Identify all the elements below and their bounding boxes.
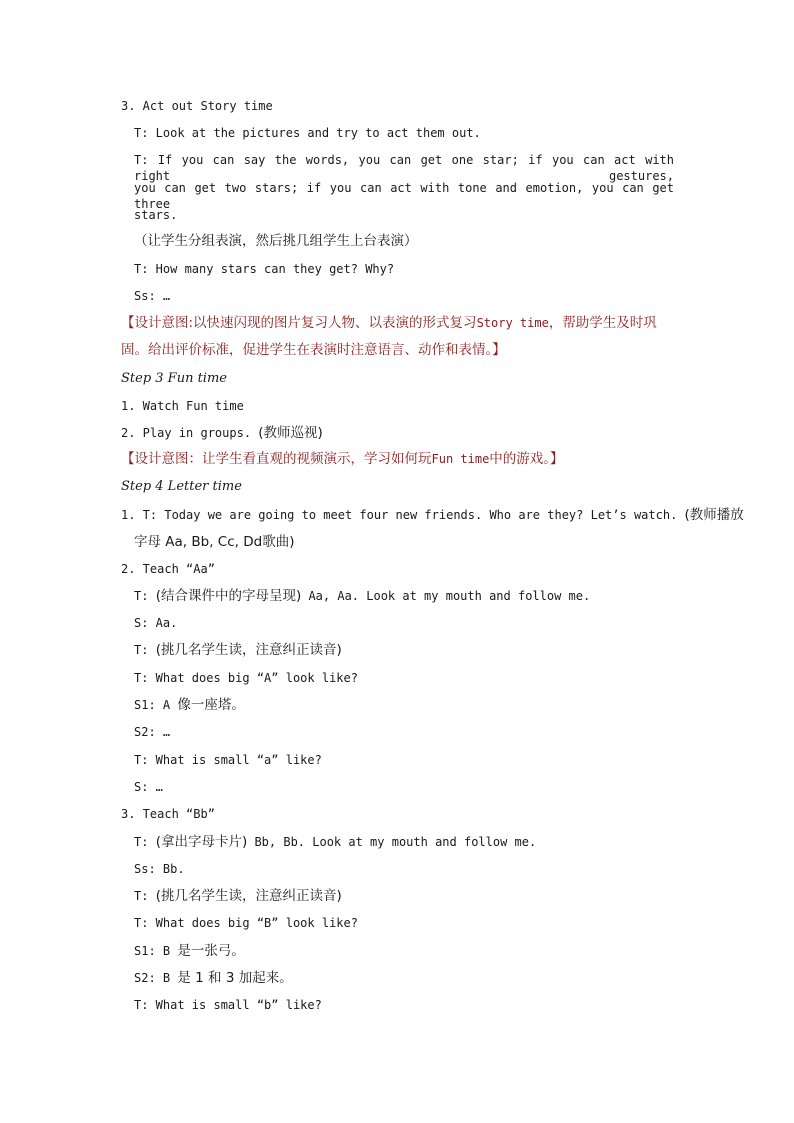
dialogue-line: S: Aa. [134, 616, 178, 630]
section-heading: 3. Act out Story time [121, 99, 273, 113]
list-item-text: 1. T: Today we are going to meet four new friends. Who are they? Let’s watch. [121, 508, 685, 522]
dialogue-line: S: … [134, 780, 163, 794]
dialogue-line: T: What does big “A” look like? [134, 671, 358, 685]
dialogue-line [134, 943, 245, 959]
step-title: Step 4 Letter time [121, 479, 242, 494]
teacher-note: (教师播放 [684, 507, 744, 523]
list-item-text: 字母 Aa, Bb, Cc, Dd [134, 534, 263, 550]
section-heading: 3. Teach “Bb” [121, 807, 215, 821]
speaker: S1: B [134, 944, 178, 958]
dialogue-line [134, 697, 245, 713]
speaker: T: [134, 643, 156, 657]
list-item: 1. Watch Fun time [121, 399, 244, 413]
dialogue-text: Bb, Bb. Look at my mouth and follow me. [247, 835, 537, 849]
dialogue-line: S2: … [134, 725, 171, 739]
teacher-note: (挑几名学生读，注意纠正读音) [155, 642, 342, 658]
speaker: T: [134, 889, 156, 903]
dialogue-line [134, 588, 590, 604]
teacher-note: (拿出字母卡片) [155, 834, 248, 850]
speaker: T: [134, 589, 156, 603]
design-intent [121, 448, 564, 470]
section-heading: 2. Teach “Aa” [121, 562, 215, 576]
design-intent-text: ，帮助学生及时巩 [548, 315, 657, 331]
dialogue-text: 是 1 和 3 加起来。 [177, 970, 293, 986]
dialogue-line: T: How many stars can they get? Why? [134, 262, 395, 276]
speaker: S2: B [134, 971, 178, 985]
speaker: S1: A [134, 698, 178, 712]
list-item [121, 507, 744, 523]
design-intent-text: 中的游戏。】 [489, 451, 564, 467]
dialogue-line: stars. [134, 208, 178, 222]
dialogue-line: you can get two stars; if you can act with tone and emotion, you can get three [134, 181, 674, 211]
dialogue-text: Aa, Aa. Look at my mouth and follow me. [301, 589, 591, 603]
dialogue-line: T: What is small “b” like? [134, 998, 322, 1012]
list-item [121, 425, 323, 441]
teacher-note: （让学生分组表演，然后挑几组学生上台表演） [134, 233, 418, 249]
teacher-note: 歌曲) [262, 534, 295, 550]
dialogue-line: Ss: … [134, 289, 171, 303]
dialogue-line [134, 642, 342, 658]
speaker: T: [134, 835, 156, 849]
dialogue-line [134, 888, 342, 904]
dialogue-text: 是一张弓。 [177, 943, 245, 959]
dialogue-line [134, 834, 536, 850]
design-intent-text: 【设计意图:以快速闪现的图片复习人物、以表演的形式复习 [121, 315, 477, 331]
dialogue-line: T: What does big “B” look like? [134, 916, 358, 930]
dialogue-text: 像一座塔。 [177, 697, 245, 713]
design-intent-text: Fun time [431, 452, 490, 466]
dialogue-line: T: Look at the pictures and try to act them out. [134, 126, 481, 140]
dialogue-line: Ss: Bb. [134, 862, 185, 876]
design-intent-text: 【设计意图：让学生看直观的视频演示，学习如何玩 [121, 451, 432, 467]
design-intent-text: Story time [476, 316, 549, 330]
dialogue-line: T: If you can say the words, you can get one star; if you can act with right gestures, [134, 153, 674, 183]
dialogue-line: T: What is small “a” like? [134, 753, 322, 767]
dialogue-line [134, 970, 293, 986]
design-intent: 固。给出评价标准，促进学生在表演时注意语言、动作和表情。】 [121, 342, 506, 358]
list-item [134, 534, 294, 550]
teacher-note: (结合课件中的字母呈现) [155, 588, 302, 604]
teacher-note: (挑几名学生读，注意纠正读音) [155, 888, 342, 904]
list-item-text: 2. Play in groups. [121, 426, 259, 440]
teacher-note: (教师巡视) [258, 425, 323, 441]
design-intent [121, 312, 657, 334]
step-title: Step 3 Fun time [121, 371, 227, 386]
